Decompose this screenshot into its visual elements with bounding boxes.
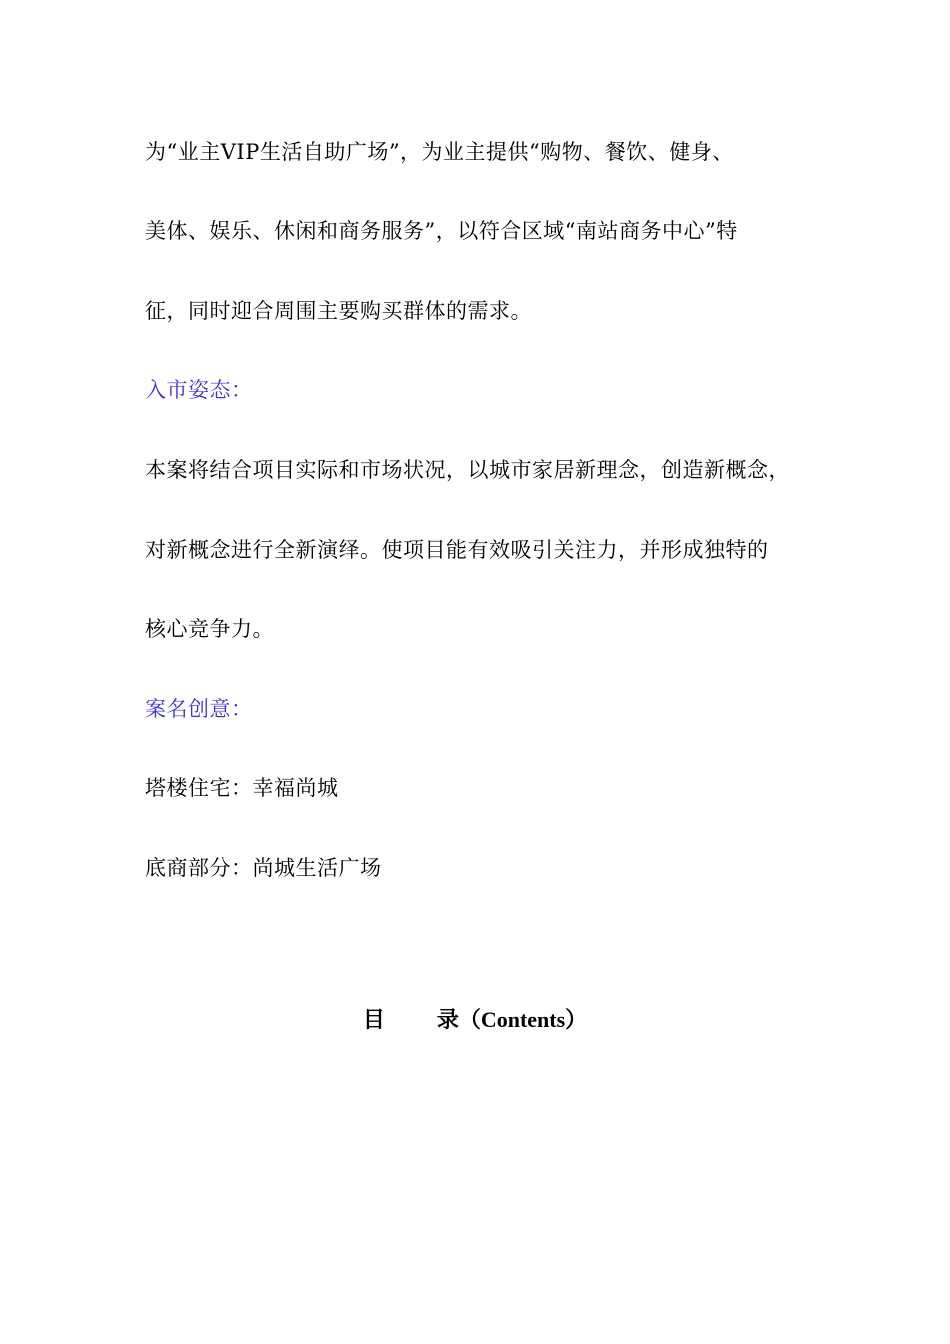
- toc-title-part1: 目: [362, 1007, 385, 1032]
- naming-item-shops: 底商部分：尚城生活广场: [145, 856, 382, 880]
- body-line: 核心竞争力。: [145, 617, 274, 641]
- body-line: 征，同时迎合周围主要购买群体的需求。: [145, 299, 532, 323]
- body-line: 为“业主VIP生活自助广场”，为业主提供“购物、餐饮、健身、: [145, 140, 734, 164]
- body-line: 对新概念进行全新演绎。使项目能有效吸引关注力，并形成独特的: [145, 538, 769, 562]
- body-line: 本案将结合项目实际和市场状况，以城市家居新理念，创造新概念，: [145, 458, 790, 482]
- toc-title-part2: 录（Contents）: [436, 1007, 588, 1032]
- body-line: 美体、娱乐、休闲和商务服务”，以符合区域“南站商务中心”特: [145, 219, 738, 243]
- toc-title: [0, 1007, 950, 1033]
- naming-item-tower: 塔楼住宅：幸福尚城: [145, 776, 339, 800]
- section-heading-naming: 案名创意：: [145, 697, 253, 721]
- section-heading-market: 入市姿态：: [145, 378, 253, 402]
